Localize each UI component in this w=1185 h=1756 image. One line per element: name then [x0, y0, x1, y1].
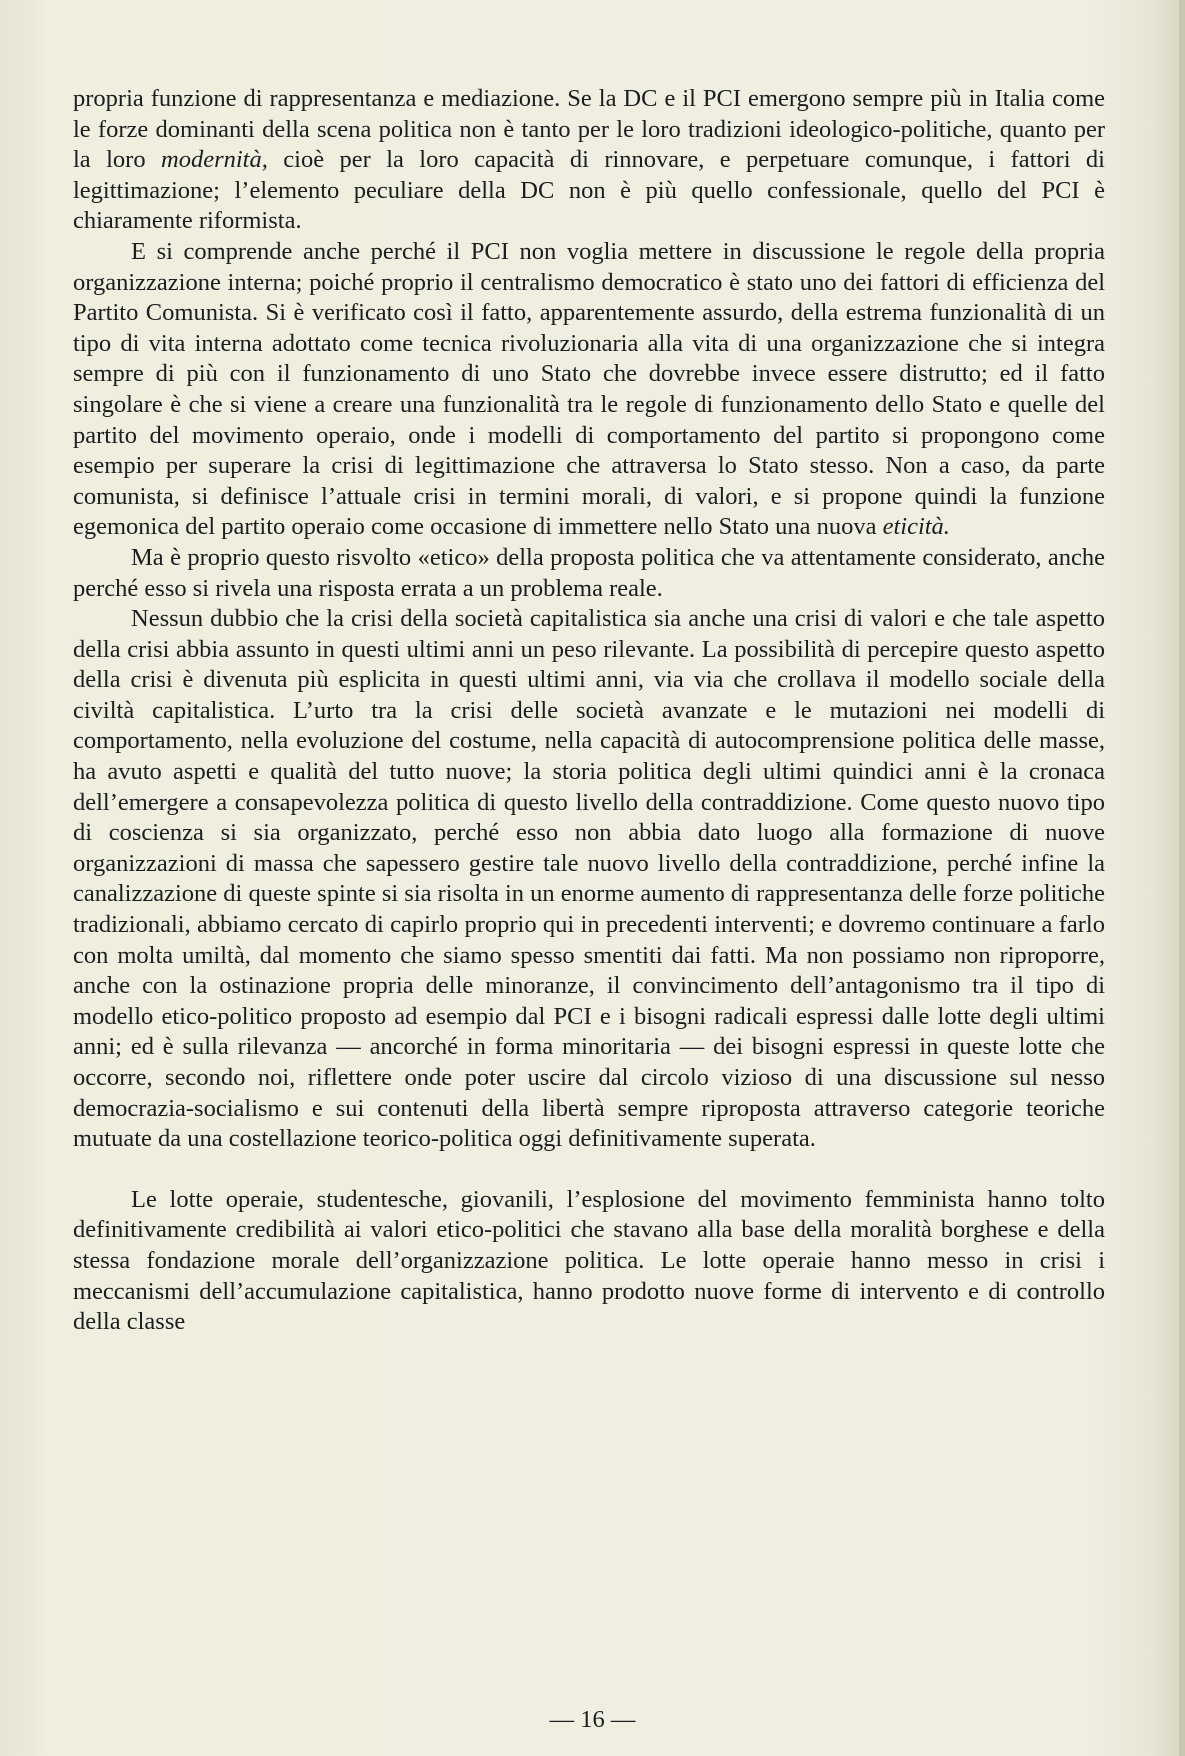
- body-text: [73, 84, 1105, 1338]
- page-edge: [1179, 0, 1185, 1756]
- paragraph-5: [73, 1185, 1105, 1338]
- p3-seg0: Ma è proprio questo risvolto «etico» della proposta politica che va attentamente considerato, anche perché esso si rivela una risposta errata a un problema reale.: [73, 543, 1105, 602]
- paragraph-1: [73, 84, 1105, 237]
- paragraph-3: [73, 543, 1105, 604]
- p4-seg0: Nessun dubbio che la crisi della società capitalistica sia anche una crisi di valori e che tale aspetto della crisi abbia assunto in questi ultimi anni un peso rilevante. La possibilità di percepire questo aspetto della crisi è divenuta più esplicita in questi ultimi anni, via via che crollava il modello sociale della civiltà capitalistica. L’urto tra la crisi delle società avanzate e le mutazioni nei modelli di comportamento, nella evoluzione del costume, nella capacità di autocomprensione politica delle masse, ha avuto aspetti e qualità del tutto nuove; la storia politica degli ultimi quindici anni è la cronaca dell’emergere a consapevolezza politica di questo livello della contraddizione. Come questo nuovo tipo di coscienza si sia organizzato, perché esso non abbia dato luogo alla formazione di nuove organizzazioni di massa che sapessero gestire tale nuovo livello della contraddizione, perché infine la canalizzazione di queste spinte si sia risolta in un enorme aumento di rappresentanza delle forze politiche tradizionali, abbiamo cercato di capirlo proprio qui in precedenti interventi; e dovremo continuare a farlo con molta umiltà, dal momento che siamo spesso smentiti dai fatti. Ma non possiamo non riproporre, anche con la ostinazione propria delle minoranze, il convincimento dell’antagonismo tra il tipo di modello etico-politico proposto ad esempio dal PCI e i bisogni radicali espressi dalle lotte degli ultimi anni; ed è sulla rilevanza — ancorché in forma minoritaria — dei bisogni espressi in queste lotte che occorre, secondo noi, riflettere onde poter uscire dal circolo vizioso di una discussione sul nesso democrazia-socialismo e sui contenuti della libertà sempre riproposta attraverso categorie teoriche mutuate da una costellazione teorico-politica oggi definitivamente superata.: [73, 605, 1106, 1153]
- paragraph-gap: [73, 1155, 1105, 1185]
- p2-italic-eticita: eticità.: [882, 513, 950, 541]
- paragraph-4: [73, 604, 1105, 1155]
- p1-italic-modernita: modernità,: [161, 146, 268, 174]
- paragraph-2: [73, 237, 1105, 543]
- page-number: — 16 —: [549, 1706, 636, 1733]
- p1-seg0: propria funzione di rappresentanza e mediazione. Se la DC e il PCI emergono sempre più in Italia come le forze dominanti della scena politica non è tanto per le loro tradizioni ideologico-politiche, quanto per la loro: [73, 85, 1105, 174]
- p2-seg0: E si comprende anche perché il PCI non voglia mettere in discussione le regole della propria organizzazione interna; poiché proprio il centralismo democratico è stato uno dei fattori di efficienza del Partito Comunista. Si è verificato così il fatto, apparentemente assurdo, della estrema funzionalità di un tipo di vita interna adottato come tecnica rivoluzionaria alla vita di una organizzazione che si integra sempre di più con il funzionamento di uno Stato che dovrebbe invece essere distrutto; ed il fatto singolare è che si viene a creare una funzionalità tra le regole di funzionamento dello Stato e quelle del partito del movimento operaio, onde i modelli di comportamento del partito si propongono come esempio per superare la crisi di legittimazione che attraversa lo Stato stesso. Non a caso, da parte comunista, si definisce l’attuale crisi in termini morali, di valori, e si propone quindi la funzione egemonica del partito operaio come occasione di immettere nello Stato una nuova: [73, 237, 1105, 541]
- p5-seg0: Le lotte operaie, studentesche, giovanili, l’esplosione del movimento femminista hanno tolto definitivamente credibilità ai valori etico-politici che stavano alla base della moralità borghese e della stessa fondazione morale dell’organizzazione politica. Le lotte operaie hanno messo in crisi i meccanismi dell’accumulazione capitalistica, hanno prodotto nuove forme di intervento e di controllo della classe: [73, 1185, 1105, 1336]
- p1-seg2: cioè per la loro capacità di rinnovare, e perpetuare comunque, i fattori di legittimazione; l’elemento peculiare della DC non è più quello confessionale, quello del PCI è chiaramente riformista.: [73, 146, 1105, 235]
